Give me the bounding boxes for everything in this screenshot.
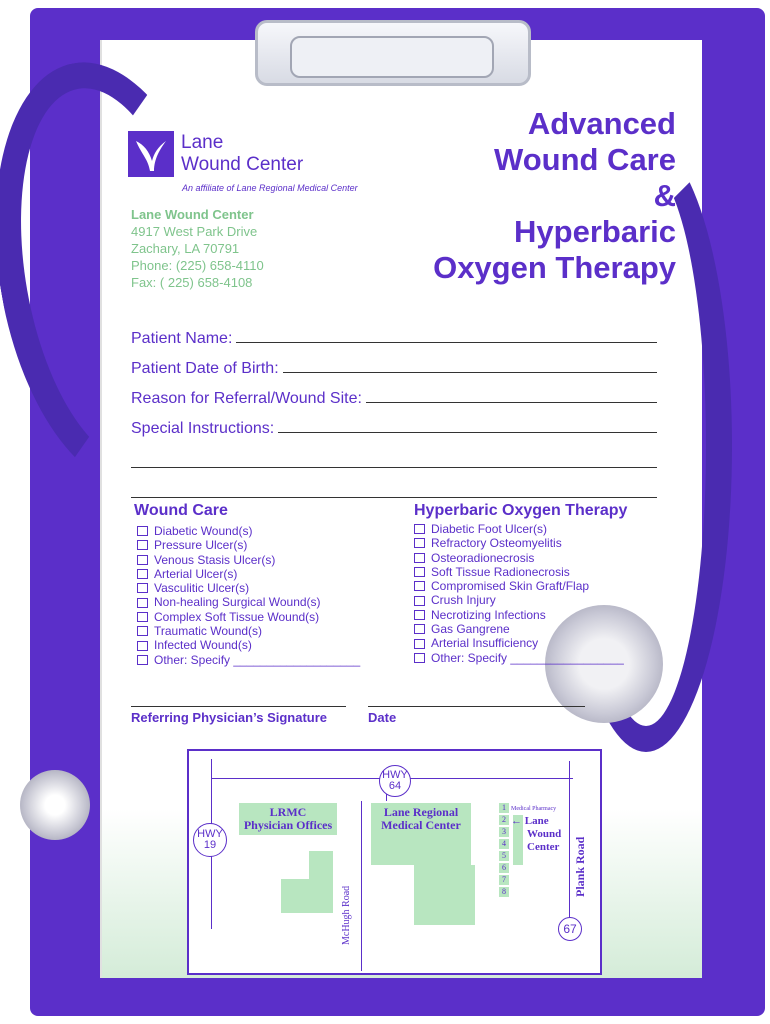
map-number-1: 1 xyxy=(499,803,509,813)
instructions-field[interactable] xyxy=(131,408,657,438)
hbot-item[interactable] xyxy=(414,636,624,650)
checkbox[interactable] xyxy=(137,598,148,608)
address-phone: Phone: (225) 658-4110 xyxy=(131,258,264,273)
instructions-line-2[interactable] xyxy=(131,438,657,468)
wound-care-item-label: Infected Wound(s) xyxy=(154,638,252,653)
affiliate-text: An affiliate of Lane Regional Medical Center xyxy=(182,183,358,193)
hbot-item-label: Other: Specify _________________ xyxy=(431,650,624,665)
hwy64-shield xyxy=(379,765,411,797)
lane-wc-line2: Wound xyxy=(527,828,562,840)
checkbox[interactable] xyxy=(414,610,425,620)
hbot-item-label: Soft Tissue Radionecrosis xyxy=(431,564,570,579)
hwy67-shield: 67 xyxy=(558,917,582,941)
hbot-item[interactable] xyxy=(414,551,624,565)
wound-care-item[interactable] xyxy=(137,638,360,652)
lane-regional-label xyxy=(371,806,471,832)
patient-name-field[interactable] xyxy=(131,318,657,348)
plank-road-line xyxy=(569,761,570,929)
wound-care-item-label: Other: Specify ___________________ xyxy=(154,652,361,667)
wound-care-item[interactable] xyxy=(137,567,360,581)
wound-care-item-label: Arterial Ulcer(s) xyxy=(154,566,238,581)
wound-care-item[interactable] xyxy=(137,524,360,538)
lane-wc-label xyxy=(511,815,561,854)
physician-signature-label: Referring Physician’s Signature xyxy=(131,710,328,725)
lrmc-label xyxy=(239,806,337,832)
instructions-label: Special Instructions: xyxy=(131,420,275,437)
checkbox[interactable] xyxy=(137,526,148,536)
hbot-item-label: Crush Injury xyxy=(431,593,496,608)
map-number-4: 4 xyxy=(499,839,509,849)
lane-regional-wing-c xyxy=(443,903,475,925)
lrmc-building-a xyxy=(309,851,333,913)
hbot-item-label: Gas Gangrene xyxy=(431,622,510,637)
mchugh-road-line xyxy=(361,801,362,971)
hwy19-text-a: HWY xyxy=(197,828,223,840)
lrmc-building-b xyxy=(281,879,311,913)
checkbox[interactable] xyxy=(414,524,425,534)
checkbox[interactable] xyxy=(137,655,148,665)
medical-pharmacy-label: Medical Pharmacy xyxy=(511,806,557,812)
hbot-item[interactable] xyxy=(414,536,624,550)
address-org: Lane Wound Center xyxy=(131,207,254,222)
lane-wc-line3: Center xyxy=(527,841,560,853)
physician-signature-line[interactable] xyxy=(131,706,346,707)
directions-map xyxy=(187,749,602,975)
checkbox[interactable] xyxy=(414,596,425,606)
title-line1: Advanced xyxy=(527,106,676,141)
lane-wc-line1: ← Lane xyxy=(511,815,549,827)
instructions-line[interactable] xyxy=(278,432,657,433)
hbot-item-label: Refractory Osteomyelitis xyxy=(431,536,562,551)
hbot-item[interactable] xyxy=(414,622,624,636)
logo-name xyxy=(181,132,303,176)
hbot-item-label: Necrotizing Infections xyxy=(431,607,546,622)
dob-field[interactable] xyxy=(131,348,657,378)
wound-care-item[interactable] xyxy=(137,610,360,624)
checkbox[interactable] xyxy=(137,540,148,550)
wound-care-item-label: Complex Soft Tissue Wound(s) xyxy=(154,609,320,624)
wound-care-item-label: Diabetic Wound(s) xyxy=(154,524,253,538)
checkbox[interactable] xyxy=(137,612,148,622)
hwy19-text-b: 19 xyxy=(203,839,217,851)
address-fax: Fax: ( 225) 658-4108 xyxy=(131,275,253,290)
wound-care-item-label: Pressure Ulcer(s) xyxy=(154,538,248,553)
wound-care-item[interactable] xyxy=(137,595,360,609)
lane-logo-icon xyxy=(128,131,174,177)
wound-care-item-label: Venous Stasis Ulcer(s) xyxy=(154,552,276,567)
wound-care-item[interactable] xyxy=(137,653,360,667)
title-line2: Wound Care xyxy=(494,142,676,177)
dob-line[interactable] xyxy=(283,372,657,373)
checkbox[interactable] xyxy=(414,639,425,649)
patient-name-line[interactable] xyxy=(236,342,657,343)
hwy19-shield xyxy=(193,823,227,857)
hwy64-text-a: HWY xyxy=(382,769,408,781)
hbot-item[interactable] xyxy=(414,608,624,622)
plank-road-label: Plank Road xyxy=(573,836,587,897)
title-line4: Hyperbaric xyxy=(514,214,676,249)
map-number-2: 2 xyxy=(499,815,509,825)
wound-care-item[interactable] xyxy=(137,538,360,552)
date-label: Date xyxy=(368,710,397,725)
address-block xyxy=(131,206,264,291)
checkbox[interactable] xyxy=(414,624,425,634)
checkbox[interactable] xyxy=(137,555,148,565)
wound-care-item-label: Traumatic Wound(s) xyxy=(154,624,263,639)
address-street: 4917 West Park Drive xyxy=(131,224,258,239)
hbot-item[interactable] xyxy=(414,565,624,579)
hbot-item[interactable] xyxy=(414,593,624,607)
lrmc-label-line1: LRMC xyxy=(269,805,307,819)
title-line3: & xyxy=(653,178,676,213)
map-number-3: 3 xyxy=(499,827,509,837)
title-line5: Oxygen Therapy xyxy=(433,250,676,285)
checkbox[interactable] xyxy=(414,553,425,563)
checkbox[interactable] xyxy=(414,538,425,548)
hbot-item[interactable] xyxy=(414,579,624,593)
hbot-item-label: Compromised Skin Graft/Flap xyxy=(431,579,590,594)
reason-label: Reason for Referral/Wound Site: xyxy=(131,390,362,407)
form-title xyxy=(433,106,676,286)
wound-care-item-label: Non-healing Surgical Wound(s) xyxy=(154,595,321,610)
checkbox[interactable] xyxy=(137,626,148,636)
map-number-8: 8 xyxy=(499,887,509,897)
checkbox[interactable] xyxy=(137,641,148,651)
checkbox[interactable] xyxy=(414,567,425,577)
checkbox[interactable] xyxy=(137,583,148,593)
wound-care-item[interactable] xyxy=(137,553,360,567)
logo-name-line2: Wound Center xyxy=(181,154,304,175)
lane-regional-line2: Medical Center xyxy=(381,818,461,832)
logo-name-line1: Lane xyxy=(181,132,224,153)
hbot-item[interactable] xyxy=(414,522,624,536)
date-line[interactable] xyxy=(368,706,585,707)
reason-field[interactable] xyxy=(131,378,657,408)
hbot-item[interactable] xyxy=(414,651,624,665)
wound-care-heading: Wound Care xyxy=(134,502,228,519)
instructions-line-3[interactable] xyxy=(131,468,657,498)
patient-name-label: Patient Name: xyxy=(131,330,233,347)
lane-regional-wing-b xyxy=(435,865,475,903)
mchugh-road-label: McHugh Road xyxy=(341,885,352,945)
wound-care-item[interactable] xyxy=(137,624,360,638)
hbot-item-label: Osteoradionecrosis xyxy=(431,550,535,565)
wound-care-list xyxy=(137,524,360,667)
hwy64-text-b: 64 xyxy=(388,780,402,792)
map-number-6: 6 xyxy=(499,863,509,873)
address-city: Zachary, LA 70791 xyxy=(131,241,240,256)
wound-care-item-label: Vasculitic Ulcer(s) xyxy=(154,581,250,596)
hbot-item-label: Arterial Insufficiency xyxy=(431,636,539,651)
patient-fields xyxy=(131,318,657,498)
lrmc-label-line2: Physician Offices xyxy=(243,818,333,832)
map-number-5: 5 xyxy=(499,851,509,861)
checkbox[interactable] xyxy=(137,569,148,579)
reason-line[interactable] xyxy=(366,402,657,403)
checkbox[interactable] xyxy=(414,581,425,591)
hbot-list xyxy=(414,522,624,665)
hbot-item-label: Diabetic Foot Ulcer(s) xyxy=(431,522,548,536)
clipboard-clip-inner xyxy=(290,36,494,78)
checkbox[interactable] xyxy=(414,653,425,663)
map-number-7: 7 xyxy=(499,875,509,885)
dob-label: Patient Date of Birth: xyxy=(131,360,279,377)
lane-regional-line1: Lane Regional xyxy=(383,805,459,819)
wound-care-item[interactable] xyxy=(137,581,360,595)
hbot-heading: Hyperbaric Oxygen Therapy xyxy=(414,502,628,519)
